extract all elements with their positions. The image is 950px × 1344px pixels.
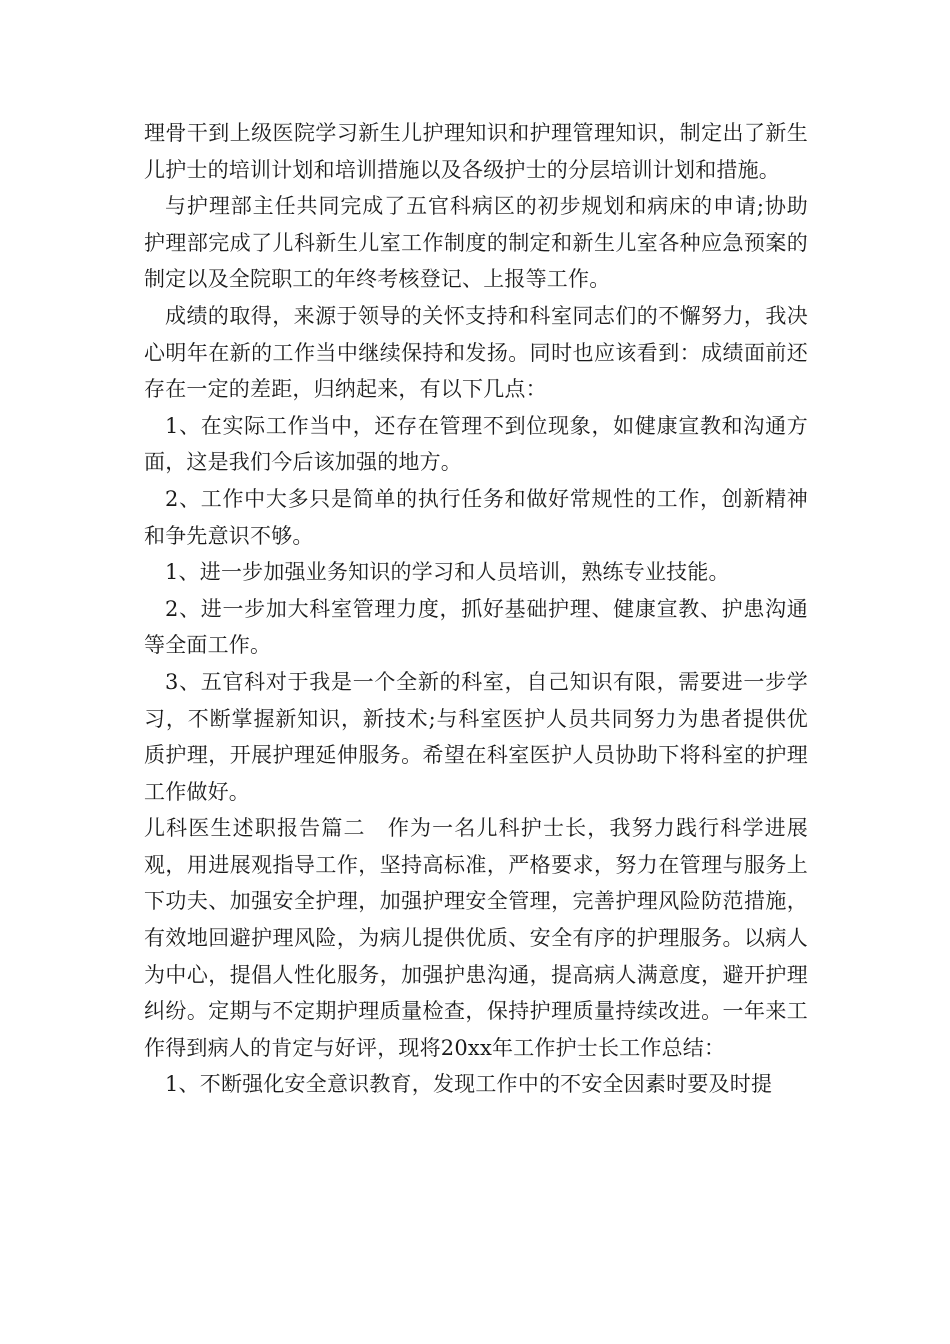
paragraph-continued: 理骨干到上级医院学习新生儿护理知识和护理管理知识，制定出了新生儿护士的培训计划和培训措施以及各级护士的分层培训计划和措施。 — [144, 121, 808, 182]
list-item: 1、进一步加强业务知识的学习和人员培训，熟练专业技能。 — [165, 560, 730, 585]
document-body — [144, 115, 808, 1103]
list-item: 3、五官科对于我是一个全新的科室，自己知识有限，需要进一步学习，不断掌握新知识，新技术;与科室医护人员共同努力为患者提供优质护理，开展护理延伸服务。希望在科室医护人员协助下将科室的护理工作做好。 — [144, 669, 808, 804]
list-item: 2、工作中大多只是简单的执行任务和做好常规性的工作，创新精神和争先意识不够。 — [144, 486, 808, 548]
paragraph: 成绩的取得，来源于领导的关怀支持和科室同志们的不懈努力，我决心明年在新的工作当中继续保持和发扬。同时也应该看到：成绩面前还存在一定的差距，归纳起来，有以下几点： — [144, 303, 808, 402]
section-heading-paragraph: 儿科医生述职报告篇二 作为一名儿科护士长，我努力践行科学进展观，用进展观指导工作，坚持高标准，严格要求，努力在管理与服务上下功夫、加强安全护理，加强护理安全管理，完善护理风险防范措施，有效地回避护理风险，为病儿提供优质、安全有序的护理服务。以病人为中心，提倡人性化服务，加强护患沟通，提高病人满意度，避开护理纠纷。定期与不定期护理质量检查，保持护理质量持续改进。一年来工作得到病人的肯定与好评，现将20xx年工作护士长工作总结： — [144, 816, 808, 1060]
list-item: 1、在实际工作当中，还存在管理不到位现象，如健康宣教和沟通方面，这是我们今后该加强的地方。 — [144, 413, 808, 475]
paragraph: 与护理部主任共同完成了五官科病区的初步规划和病床的申请;协助护理部完成了儿科新生儿室工作制度的制定和新生儿室各种应急预案的制定以及全院职工的年终考核登记、上报等工作。 — [144, 194, 808, 292]
list-item: 2、进一步加大科室管理力度，抓好基础护理、健康宣教、护患沟通等全面工作。 — [144, 596, 808, 658]
list-item: 1、不断强化安全意识教育，发现工作中的不安全因素时要及时提 — [165, 1072, 773, 1097]
